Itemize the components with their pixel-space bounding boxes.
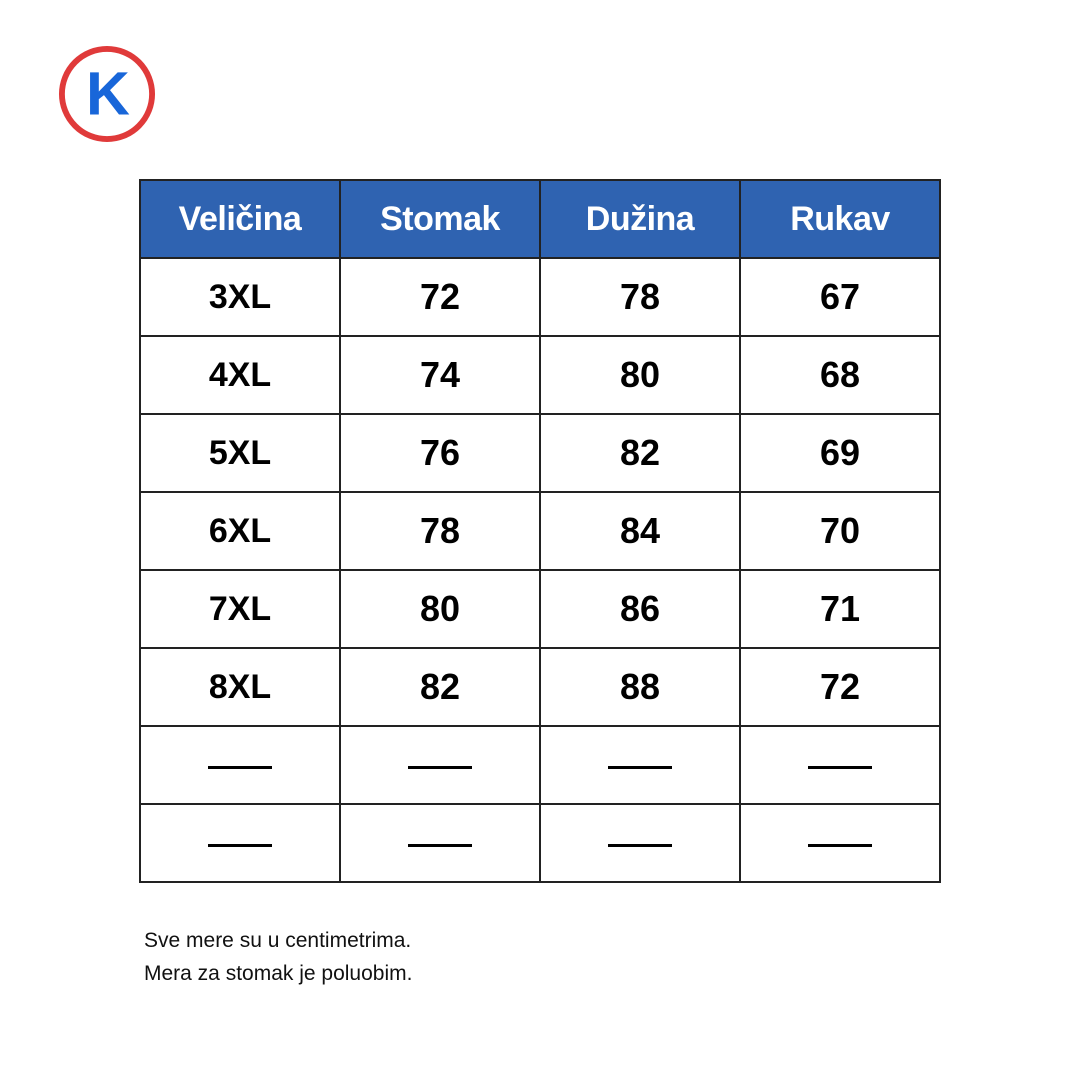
table-row <box>140 414 940 492</box>
table-row <box>140 336 940 414</box>
table-header-row <box>140 180 940 258</box>
duzina-cell: 84 <box>540 492 740 570</box>
dash-line <box>608 844 672 847</box>
measurement-notes <box>144 924 412 990</box>
header-velicina: Veličina <box>140 180 340 258</box>
size-cell: 4XL <box>140 336 340 414</box>
note-units: Sve mere su u centimetrima. <box>144 929 412 952</box>
empty-cell <box>740 726 940 804</box>
rukav-cell: 69 <box>740 414 940 492</box>
rukav-cell: 68 <box>740 336 940 414</box>
header-rukav: Rukav <box>740 180 940 258</box>
duzina-cell: 80 <box>540 336 740 414</box>
table-row <box>140 492 940 570</box>
dash-line <box>208 844 272 847</box>
size-chart-table <box>139 179 941 883</box>
empty-cell <box>540 804 740 882</box>
size-cell: 3XL <box>140 258 340 336</box>
dash-line <box>408 844 472 847</box>
size-cell: 6XL <box>140 492 340 570</box>
size-cell: 7XL <box>140 570 340 648</box>
header-duzina: Dužina <box>540 180 740 258</box>
dash-line <box>208 766 272 769</box>
header-stomak: Stomak <box>340 180 540 258</box>
table-row <box>140 648 940 726</box>
size-cell: 8XL <box>140 648 340 726</box>
empty-cell <box>140 726 340 804</box>
empty-cell <box>140 804 340 882</box>
table-row-empty <box>140 726 940 804</box>
duzina-cell: 78 <box>540 258 740 336</box>
rukav-cell: 71 <box>740 570 940 648</box>
stomak-cell: 82 <box>340 648 540 726</box>
logo-letter: K <box>86 59 130 128</box>
dash-line <box>808 766 872 769</box>
duzina-cell: 88 <box>540 648 740 726</box>
brand-logo <box>58 45 156 143</box>
table-row <box>140 258 940 336</box>
dash-line <box>408 766 472 769</box>
stomak-cell: 72 <box>340 258 540 336</box>
size-cell: 5XL <box>140 414 340 492</box>
duzina-cell: 82 <box>540 414 740 492</box>
stomak-cell: 78 <box>340 492 540 570</box>
empty-cell <box>740 804 940 882</box>
stomak-cell: 74 <box>340 336 540 414</box>
table-row <box>140 570 940 648</box>
stomak-cell: 76 <box>340 414 540 492</box>
note-stomak: Mera za stomak je poluobim. <box>144 962 413 985</box>
rukav-cell: 67 <box>740 258 940 336</box>
empty-cell <box>340 726 540 804</box>
stomak-cell: 80 <box>340 570 540 648</box>
rukav-cell: 70 <box>740 492 940 570</box>
empty-cell <box>540 726 740 804</box>
rukav-cell: 72 <box>740 648 940 726</box>
duzina-cell: 86 <box>540 570 740 648</box>
empty-cell <box>340 804 540 882</box>
table-row-empty <box>140 804 940 882</box>
dash-line <box>808 844 872 847</box>
dash-line <box>608 766 672 769</box>
